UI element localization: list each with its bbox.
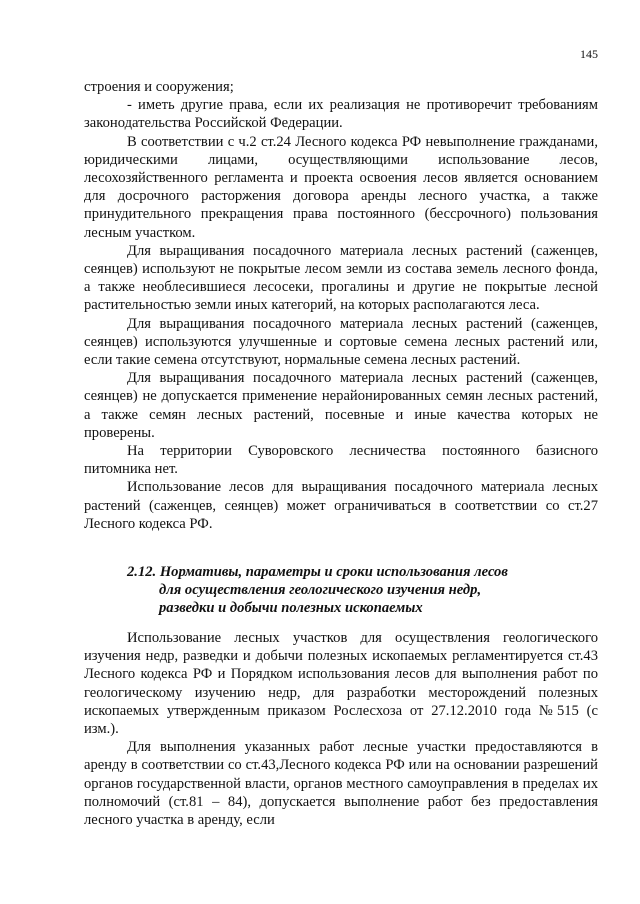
section-heading-line: 2.12. Нормативы, параметры и сроки использования лесов: [127, 564, 508, 580]
paragraph: Для выращивания посадочного материала лесных растений (саженцев, сеянцев) не допускается применение нерайонированных семян лесных растений, а также семян лесных растений, посевные и иные качества которых не проверены.: [84, 370, 598, 441]
paragraph: В соответствии с ч.2 ст.24 Лесного кодекса РФ невыполнение гражданами, юридическими лицами, осуществляющими использование лесов, лесохозяйственного регламента и проекта освоения лесов является основанием для досрочного расторжения договора аренды лесного участка, а также принудительного прекращения права постоянного (бессрочного) пользования лесным участком.: [84, 133, 598, 241]
body-text-bottom: [84, 629, 598, 829]
paragraph: Использование лесов для выращивания посадочного материала лесных растений (саженцев, сеянцев) может ограничиваться в соответствии со ст.27 Лесного кодекса РФ.: [84, 479, 598, 532]
paragraph: Для выполнения указанных работ лесные участки предоставляются в аренду в соответствии со ст.43,Лесного кодекса РФ или на основании разрешений органов государственной власти, органов местного самоуправления в пределах их полномочий (ст.81 – 84), допускается выполнение работ без предоставления лесного участка в аренду, если: [84, 739, 598, 829]
paragraph: - иметь другие права, если их реализация не противоречит требованиям законодательства Российской Федерации.: [84, 97, 598, 132]
page-number: 145: [580, 47, 598, 61]
section-heading: [84, 563, 598, 618]
paragraph: Для выращивания посадочного материала лесных растений (саженцев, сеянцев) используются улучшенные и сортовые семена лесных растений или, если такие семена отсутствуют, нормальные семена лесных растений.: [84, 315, 598, 369]
body-text-top: [84, 78, 598, 533]
section-heading-line: разведки и добычи полезных ископаемых: [159, 600, 423, 617]
section-heading-line: для осуществления геологического изучения недр,: [159, 582, 482, 599]
paragraph: Для выращивания посадочного материала лесных растений (саженцев, сеянцев) используют не покрытые лесом земли из состава земель лесного фонда, а также необлесившиеся лесосеки, прогалины и другие не покрытые лесной растительностью земли иных категорий, на которых располагаются леса.: [84, 242, 598, 314]
paragraph: Использование лесных участков для осуществления геологического изучения недр, разведки и добычи полезных ископаемых регламентируется ст.43 Лесного кодекса РФ и Порядком использования лесов для выполнения работ по геологическому изучению недр, для разработки месторождений полезных ископаемых утвержденным приказом Рослесхоза от 27.12.2010 года №515 (с изм.).: [84, 630, 598, 738]
paragraph: строения и сооружения;: [84, 79, 234, 95]
paragraph: На территории Суворовского лесничества постоянного базисного питомника нет.: [84, 443, 598, 478]
